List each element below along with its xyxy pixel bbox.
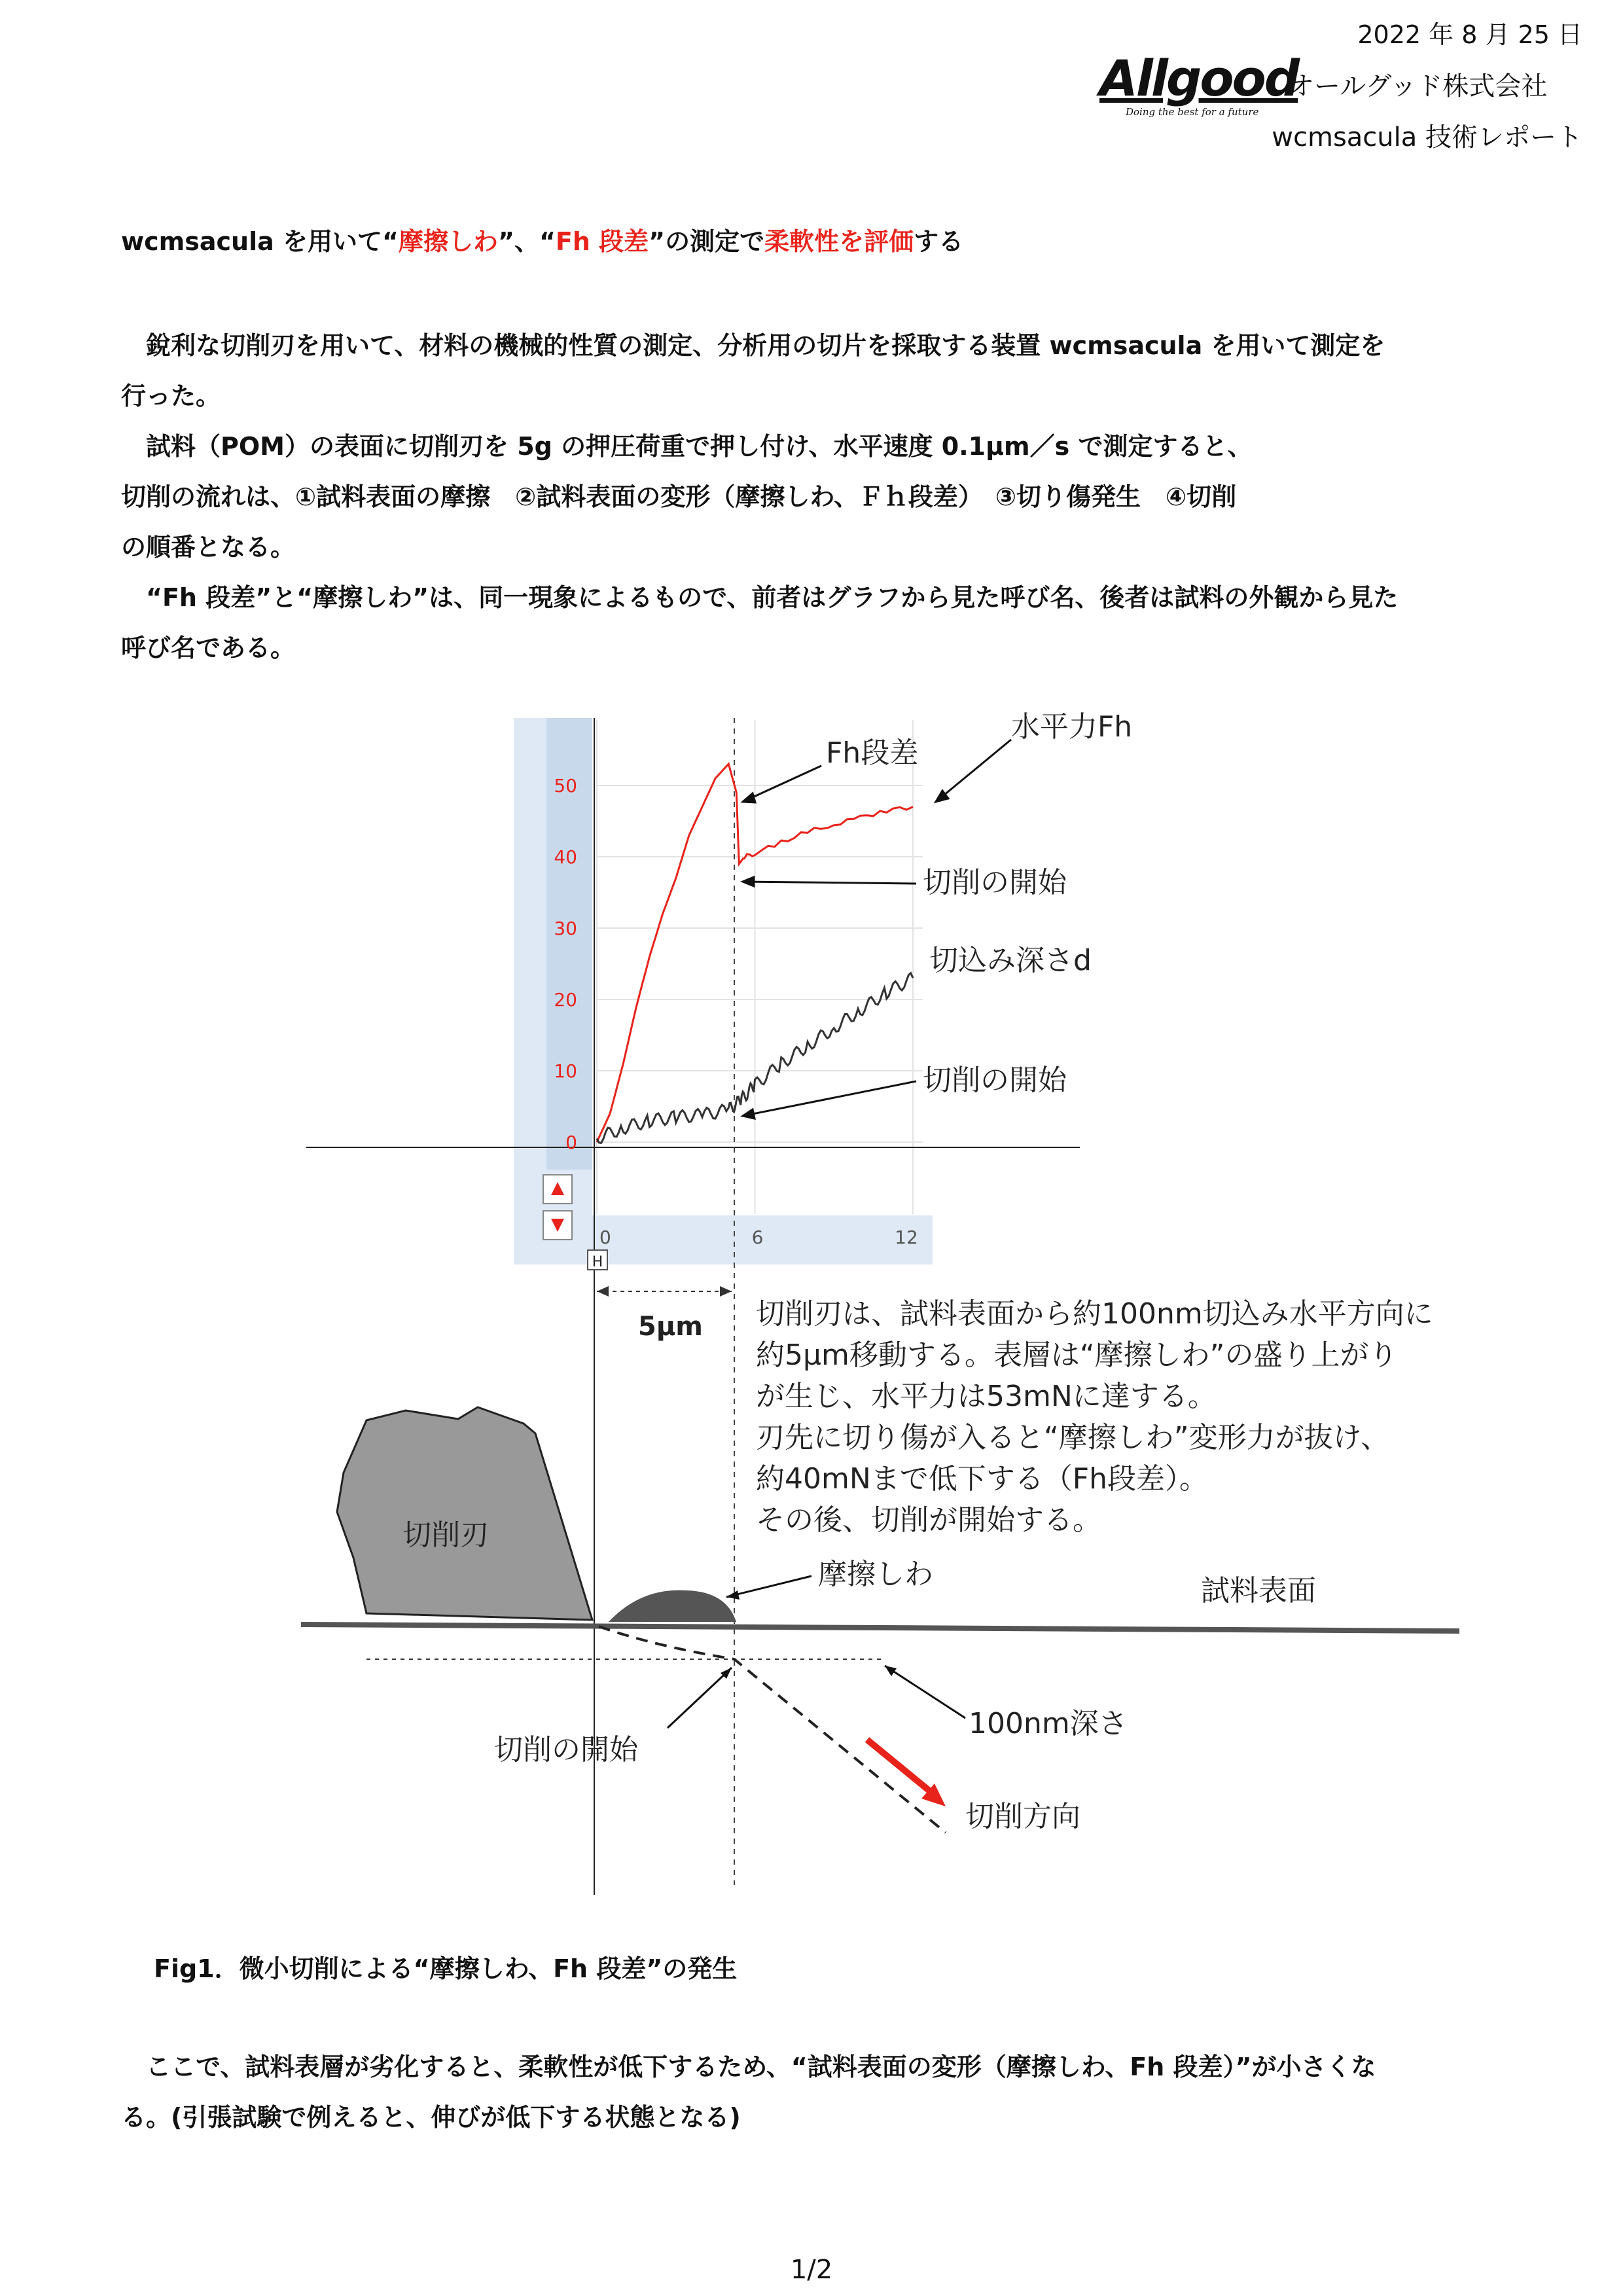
title-part: ”、“ xyxy=(497,227,556,256)
wrinkle-label: 摩擦しわ xyxy=(818,1558,933,1591)
title-part: wcmsacula を用いて“ xyxy=(121,227,399,256)
x-tick-label: 6 xyxy=(751,1227,764,1248)
title-highlight: Fh 段差 xyxy=(555,227,649,256)
direction-label: 切削方向 xyxy=(965,1800,1080,1833)
sample-surface-line xyxy=(301,1624,1459,1631)
note-line: その後、切削が開始する。 xyxy=(756,1503,1101,1537)
body-line: 銳利な切削刃を用いて、材料の機械的性質の測定、分析用の切片を採取する装置 wcmsacula を用いて測定を xyxy=(121,331,1385,360)
title-part: ”の測定で xyxy=(649,227,765,256)
text-run: が xyxy=(593,2053,618,2081)
depth-label: 100nm深さ xyxy=(969,1707,1128,1740)
y-tick-label: 50 xyxy=(554,775,577,797)
report-date: 2022 年 8 月 25 日 xyxy=(1357,20,1582,49)
text-run: ここで、試料表層が劣化すると、 xyxy=(121,2053,519,2081)
y-tick-label: 40 xyxy=(554,846,577,868)
text-run: するため、“試料表面の変形（摩擦しわ、Fh 段差）”が小さくな xyxy=(668,2053,1376,2081)
conclusion-line xyxy=(121,2042,1587,2092)
start-arrow xyxy=(668,1668,732,1728)
direction-arrow xyxy=(867,1740,933,1793)
blade-label: 切削刃 xyxy=(402,1518,489,1552)
body-line: の順番となる。 xyxy=(121,533,296,562)
wrinkle-arrow xyxy=(726,1576,812,1597)
note-line: 約40mNまで低下する（Fh段差）。 xyxy=(756,1462,1208,1496)
page-number: 1/2 xyxy=(790,2255,833,2285)
scroll-down-button[interactable] xyxy=(543,1211,572,1240)
annotation-fh-step: Fh段差 xyxy=(826,736,919,770)
body-line: 試料（POM）の表面に切削刃を 5g の押圧荷重で押し付け、水平速度 0.1μm／s で測定すると、 xyxy=(121,432,1253,461)
logo-wordmark: Allgood xyxy=(1099,49,1298,107)
emphasis-run: 低下 xyxy=(618,2053,668,2081)
scroll-up-button[interactable] xyxy=(543,1175,572,1204)
start-label: 切削の開始 xyxy=(494,1733,638,1767)
conclusion-paragraph xyxy=(121,2042,1587,2143)
x-tick-label: 12 xyxy=(895,1227,918,1248)
note-line: 切削刃は、試料表面から約100nm切込み水平方向に xyxy=(756,1297,1433,1331)
friction-wrinkle-shape xyxy=(609,1590,736,1622)
annotation-cut-depth: 切込み深さd xyxy=(929,944,1092,977)
y-tick-label: 30 xyxy=(554,918,577,939)
figure-notes xyxy=(756,1297,1433,1537)
arrow-head-icon xyxy=(885,1666,897,1676)
title-highlight: 摩擦しわ xyxy=(398,227,498,256)
logo-tagline: Doing the best for a future xyxy=(1126,106,1259,118)
x-marker-label: H xyxy=(592,1254,603,1270)
annotation-cut-start-force: 切削の開始 xyxy=(923,866,1067,899)
annotation-horizontal-force: 水平力Fh xyxy=(1011,710,1133,744)
arrow-left-icon xyxy=(597,1286,609,1297)
arrow-head-icon xyxy=(726,1590,740,1600)
note-line: が生じ、水平力は53mNに達する。 xyxy=(756,1380,1217,1413)
company-name: オールグッド株式会社 xyxy=(1288,71,1548,101)
annotation-cut-start-depth: 切削の開始 xyxy=(923,1064,1067,1097)
x-tick-label: 0 xyxy=(599,1227,611,1248)
body-line: 行った。 xyxy=(121,382,221,410)
report-title: wcmsacula 技術レポート xyxy=(1272,122,1582,152)
note-line: 刃先に切り傷が入ると“摩擦しわ”変形力が抜け、 xyxy=(756,1421,1389,1454)
y-tick-label: 0 xyxy=(565,1132,577,1153)
conclusion-line: る。(引張試験で例えると、伸びが低下する状態となる) xyxy=(121,2103,741,2132)
body-line: 切削の流れは、①試料表面の摩擦 ②試料表面の変形（摩擦しわ、Ｆｈ段差） ③切り傷発生 ④切削 xyxy=(121,482,1237,511)
distance-label: 5μm xyxy=(638,1312,703,1342)
note-line: 約5μm移動する。表層は“摩擦しわ”の盛り上がり xyxy=(756,1338,1398,1372)
cutting-blade-shape xyxy=(337,1407,592,1620)
depth-arrow xyxy=(885,1666,965,1718)
cut-path-dashed-line xyxy=(599,1626,946,1833)
title-highlight: 柔軟性を評価 xyxy=(764,227,914,256)
arrow-right-icon xyxy=(720,1286,732,1297)
figure-caption: Fig1．微小切削による“摩擦しわ、Fh 段差”の発生 xyxy=(154,1954,738,1983)
y-tick-label: 20 xyxy=(554,989,577,1011)
emphasis-run: 柔軟性 xyxy=(518,2053,594,2081)
surface-label: 試料表面 xyxy=(1201,1574,1316,1607)
y-tick-label: 10 xyxy=(554,1060,577,1082)
title-part: する xyxy=(914,227,964,256)
body-line: 呼び名である。 xyxy=(121,634,296,662)
body-line: “Fh 段差”と“摩擦しわ”は、同一現象によるもので、前者はグラフから見た呼び名、後者は試料の外観から見た xyxy=(121,583,1399,612)
